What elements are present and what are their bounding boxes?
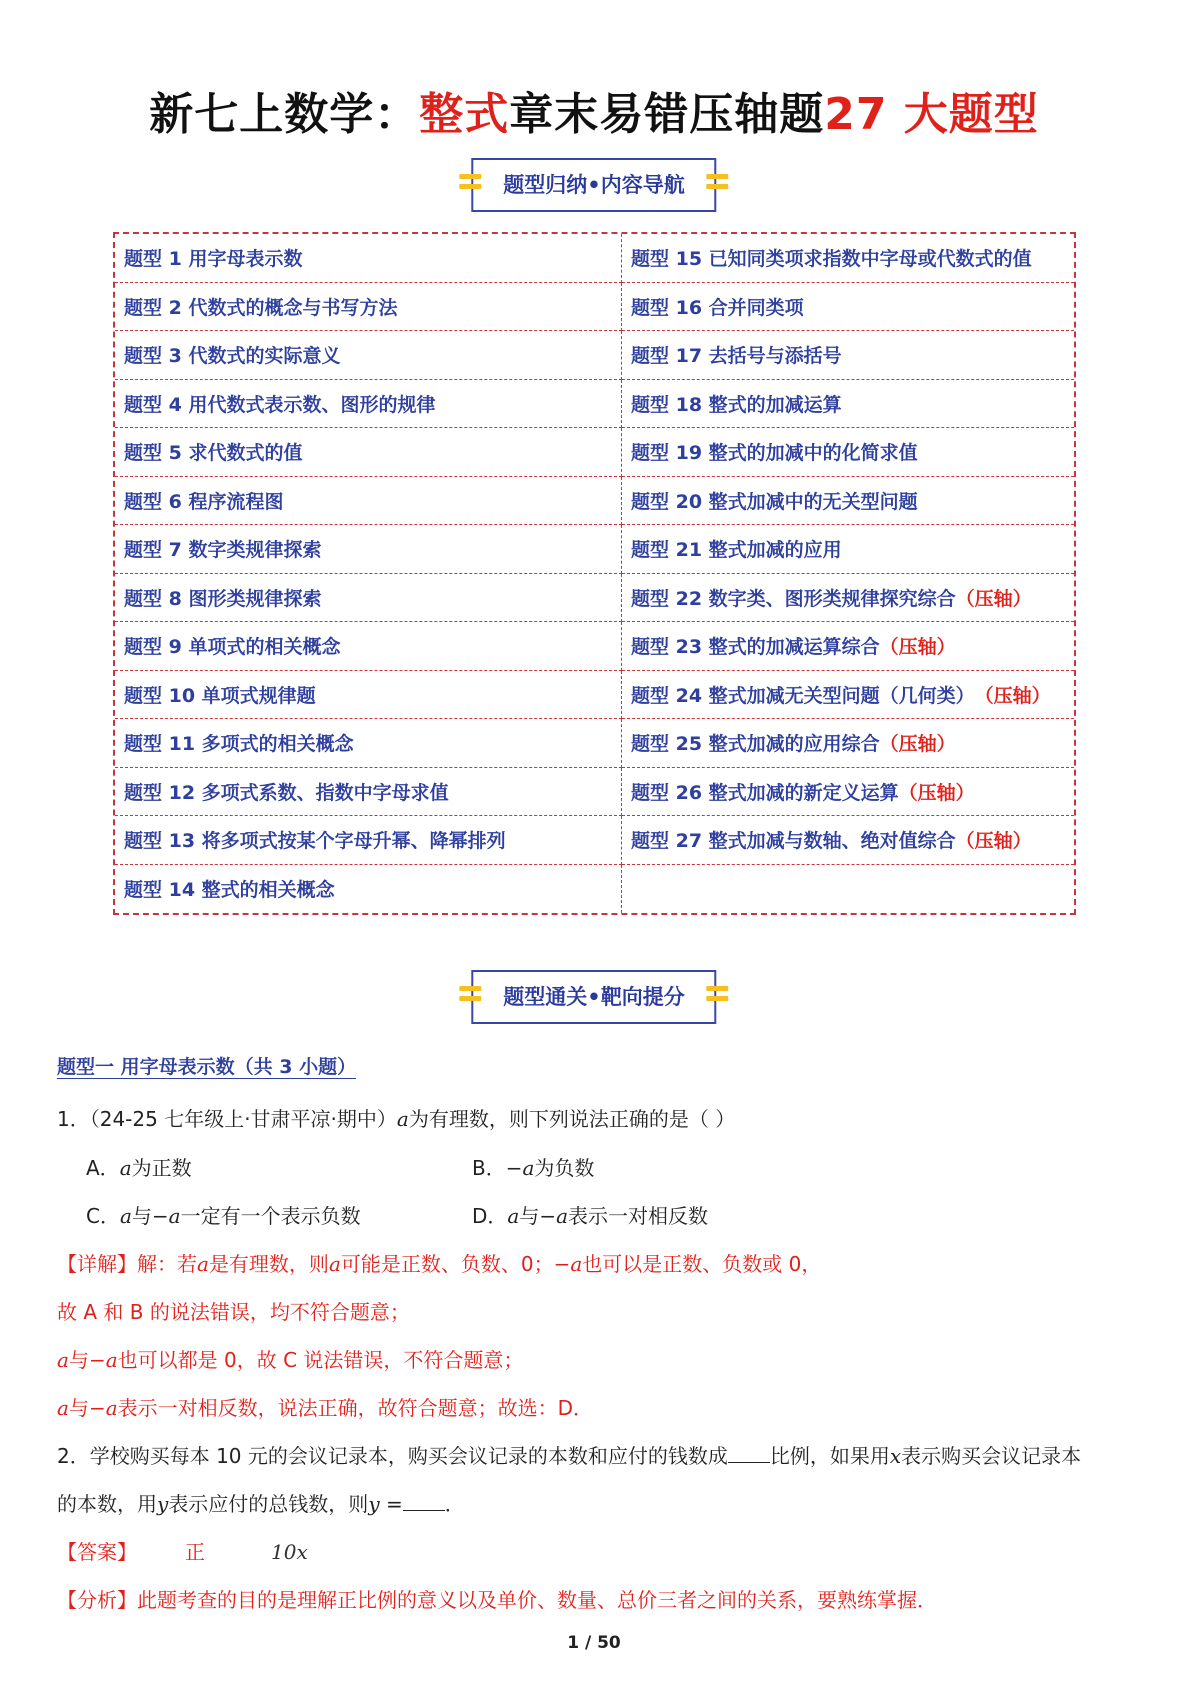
- toc-item[interactable]: [622, 525, 1074, 574]
- banner-decoration-icon: [459, 986, 481, 1006]
- toc-item-label: 题型 24 整式加减无关型问题（几何类）: [631, 684, 975, 707]
- page-title: 新七上数学：整式章末易错压轴题27 大题型: [149, 89, 1039, 140]
- answer-line: 【答案】 正 10x: [57, 1540, 308, 1564]
- banner-decoration-icon: [459, 174, 481, 194]
- toc-item[interactable]: 题型 2 代数式的概念与书写方法: [115, 283, 622, 332]
- question-2-line-1: 2．学校购买每本 10 元的会议记录本，购买会议记录的本数和应付的钱数成 比例，如果用x表示购买会议记录本: [57, 1444, 1082, 1468]
- toc-item-label: 题型 18 整式的加减运算: [631, 393, 842, 416]
- toc-item[interactable]: [622, 574, 1074, 623]
- answer-blank[interactable]: [728, 1444, 770, 1463]
- question-1-stem: 1．（24-25 七年级上·甘肃平凉·期中）a为有理数，则下列说法正确的是（ ）: [57, 1107, 736, 1131]
- option-c[interactable]: C．a与−a一定有一个表示负数: [86, 1204, 361, 1228]
- toc-item[interactable]: [622, 331, 1074, 380]
- toc-item-label: 题型 16 合并同类项: [631, 296, 804, 319]
- toc-item-mark: （压轴）: [955, 830, 1032, 853]
- question-2-line-2: 的本数，用y表示应付的总钱数，则y = ．: [57, 1492, 465, 1516]
- table-of-contents: [113, 232, 1076, 915]
- toc-item[interactable]: 题型 14 整式的相关概念: [115, 865, 622, 914]
- option-a[interactable]: A．a为正数: [86, 1156, 192, 1180]
- toc-item[interactable]: 题型 11 多项式的相关概念: [115, 719, 622, 768]
- toc-item[interactable]: 题型 3 代数式的实际意义: [115, 331, 622, 380]
- toc-item[interactable]: [622, 768, 1074, 817]
- toc-item-label: 题型 25 整式加减的应用综合: [631, 733, 880, 756]
- toc-item-label: 题型 26 整式加减的新定义运算: [631, 781, 899, 804]
- toc-item[interactable]: 题型 12 多项式系数、指数中字母求值: [115, 768, 622, 817]
- toc-item-label: 题型 15 已知同类项求指数中字母或代数式的值: [631, 248, 1032, 271]
- toc-item[interactable]: 题型 7 数字类规律探索: [115, 525, 622, 574]
- detail-line-4: a与−a表示一对相反数，说法正确，故符合题意；故选：D．: [57, 1396, 594, 1420]
- toc-item-label: 题型 27 整式加减与数轴、绝对值综合: [631, 830, 956, 853]
- toc-item[interactable]: [622, 622, 1074, 671]
- answer-blank[interactable]: [403, 1492, 445, 1511]
- detail-line-1: 【详解】解：若a是有理数，则a可能是正数、负数、0；−a也可以是正数、负数或 0，: [57, 1252, 822, 1276]
- toc-item-mark: （压轴）: [955, 587, 1032, 610]
- nav-banner: 题型归纳•内容导航: [471, 158, 716, 212]
- toc-item[interactable]: 题型 8 图形类规律探索: [115, 574, 622, 623]
- toc-item-label: 题型 19 整式的加减中的化简求值: [631, 442, 918, 465]
- toc-item[interactable]: 题型 1 用字母表示数: [115, 234, 622, 283]
- toc-item: [622, 865, 1074, 914]
- toc-item-label: 题型 21 整式加减的应用: [631, 539, 842, 562]
- analysis-line: 【分析】此题考查的目的是理解正比例的意义以及单价、数量、总价三者之间的关系，要熟练掌握．: [57, 1588, 937, 1612]
- option-b[interactable]: B．−a为负数: [472, 1156, 595, 1180]
- toc-item[interactable]: 题型 5 求代数式的值: [115, 428, 622, 477]
- toc-item[interactable]: [622, 719, 1074, 768]
- banner-decoration-icon: [707, 174, 729, 194]
- page-number: 1 / 50: [567, 1633, 621, 1653]
- toc-item-label: 题型 23 整式的加减运算综合: [631, 636, 880, 659]
- detail-line-2: 故 A 和 B 的说法错误，均不符合题意；: [57, 1300, 410, 1324]
- section-heading[interactable]: 题型一 用字母表示数（共 3 小题）: [57, 1056, 357, 1078]
- pass-banner: 题型通关•靶向提分: [471, 970, 716, 1024]
- toc-item[interactable]: 题型 6 程序流程图: [115, 477, 622, 526]
- toc-item-mark: （压轴）: [898, 781, 975, 804]
- toc-item[interactable]: [622, 477, 1074, 526]
- toc-item[interactable]: [622, 428, 1074, 477]
- toc-item[interactable]: [622, 816, 1074, 865]
- toc-item-mark: （压轴）: [879, 733, 956, 756]
- toc-item-label: 题型 22 数字类、图形类规律探究综合: [631, 587, 956, 610]
- toc-item[interactable]: [622, 671, 1074, 720]
- toc-item[interactable]: [622, 283, 1074, 332]
- toc-item-label: 题型 17 去括号与添括号: [631, 345, 842, 368]
- toc-item[interactable]: 题型 9 单项式的相关概念: [115, 622, 622, 671]
- toc-item-mark: （压轴）: [879, 636, 956, 659]
- banner-decoration-icon: [707, 986, 729, 1006]
- toc-item[interactable]: [622, 234, 1074, 283]
- toc-item-label: 题型 20 整式加减中的无关型问题: [631, 490, 918, 513]
- toc-item[interactable]: [622, 380, 1074, 429]
- toc-item[interactable]: 题型 10 单项式规律题: [115, 671, 622, 720]
- toc-item-mark: （压轴）: [974, 684, 1051, 707]
- toc-item[interactable]: 题型 13 将多项式按某个字母升幂、降幂排列: [115, 816, 622, 865]
- option-d[interactable]: D．a与−a表示一对相反数: [472, 1204, 709, 1228]
- detail-line-3: a与−a也可以都是 0，故 C 说法错误，不符合题意；: [57, 1348, 524, 1372]
- toc-item[interactable]: 题型 4 用代数式表示数、图形的规律: [115, 380, 622, 429]
